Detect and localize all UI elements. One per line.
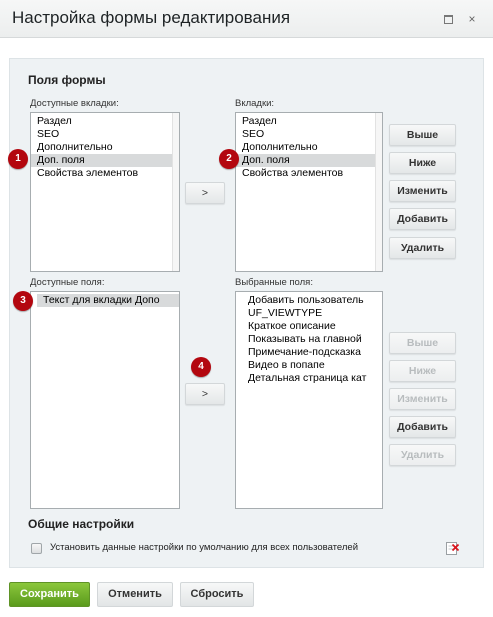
list-option[interactable]: SEO	[37, 128, 60, 140]
tabs-scrollbar[interactable]	[375, 113, 382, 271]
available-tabs-list[interactable]	[30, 112, 180, 272]
reset-button[interactable]: Сбросить	[180, 582, 254, 607]
badge-one: 1	[8, 149, 28, 169]
selected-fields-label: Выбранные поля:	[235, 277, 313, 288]
maximize-icon[interactable]	[441, 12, 455, 26]
move-tab-button[interactable]: >	[185, 182, 225, 204]
tab-add-button[interactable]: Добавить	[389, 208, 456, 230]
list-option[interactable]: Доп. поля	[31, 154, 179, 167]
tabs-list[interactable]	[235, 112, 383, 272]
cancel-button[interactable]: Отменить	[97, 582, 173, 607]
tabs-label: Вкладки:	[235, 98, 275, 109]
list-option[interactable]: Детальная страница кат	[248, 372, 367, 384]
available-fields-list[interactable]	[30, 291, 180, 509]
default-for-all-users-label: Установить данные настройки по умолчанию для всех пользователей	[50, 542, 359, 553]
save-button[interactable]: Сохранить	[9, 582, 90, 607]
badge-four: 4	[191, 357, 211, 377]
list-option[interactable]: Свойства элементов	[242, 167, 344, 179]
available-fields-label: Доступные поля:	[30, 277, 105, 288]
list-option[interactable]: Текст для вкладки Допо	[37, 294, 179, 307]
close-icon[interactable]: ×	[468, 12, 476, 26]
list-option[interactable]: Свойства элементов	[37, 167, 139, 179]
move-field-button[interactable]: >	[185, 383, 225, 405]
list-option[interactable]: Добавить пользователь	[248, 294, 364, 306]
field-add-button[interactable]: Добавить	[389, 416, 456, 438]
tab-down-button[interactable]: Ниже	[389, 152, 456, 174]
tab-up-button[interactable]: Выше	[389, 124, 456, 146]
list-option[interactable]: Видео в попапе	[248, 359, 325, 371]
list-option[interactable]: Краткое описание	[248, 320, 336, 332]
list-option[interactable]: Доп. поля	[236, 154, 382, 167]
list-option[interactable]: Показывать на главной	[248, 333, 362, 345]
list-option[interactable]: UF_VIEWTYPE	[248, 307, 323, 319]
list-option[interactable]: Дополнительно	[242, 141, 318, 153]
tab-edit-button[interactable]: Изменить	[389, 180, 456, 202]
list-option[interactable]: SEO	[242, 128, 265, 140]
tab-delete-button[interactable]: Удалить	[389, 237, 456, 259]
field-down-button[interactable]: Ниже	[389, 360, 456, 382]
list-option[interactable]: Раздел	[37, 115, 72, 127]
available-tabs-label: Доступные вкладки:	[30, 98, 119, 109]
list-option[interactable]: Дополнительно	[37, 141, 113, 153]
default-for-all-users-checkbox[interactable]	[31, 543, 42, 554]
form-fields-heading: Поля формы	[28, 73, 106, 87]
list-option[interactable]: Раздел	[242, 115, 277, 127]
badge-two: 2	[219, 149, 239, 169]
general-settings-heading: Общие настройки	[28, 517, 135, 531]
settings-panel	[9, 58, 484, 568]
badge-three: 3	[13, 291, 33, 311]
delete-settings-icon[interactable]	[446, 541, 459, 555]
available-tabs-scrollbar[interactable]	[172, 113, 179, 271]
dialog-title: Настройка формы редактирования	[12, 8, 291, 27]
list-option[interactable]: Примечание-подсказка	[248, 346, 361, 358]
field-delete-button[interactable]: Удалить	[389, 444, 456, 466]
field-up-button[interactable]: Выше	[389, 332, 456, 354]
dialog-titlebar[interactable]	[0, 0, 493, 38]
selected-fields-list[interactable]	[235, 291, 383, 509]
field-edit-button[interactable]: Изменить	[389, 388, 456, 410]
